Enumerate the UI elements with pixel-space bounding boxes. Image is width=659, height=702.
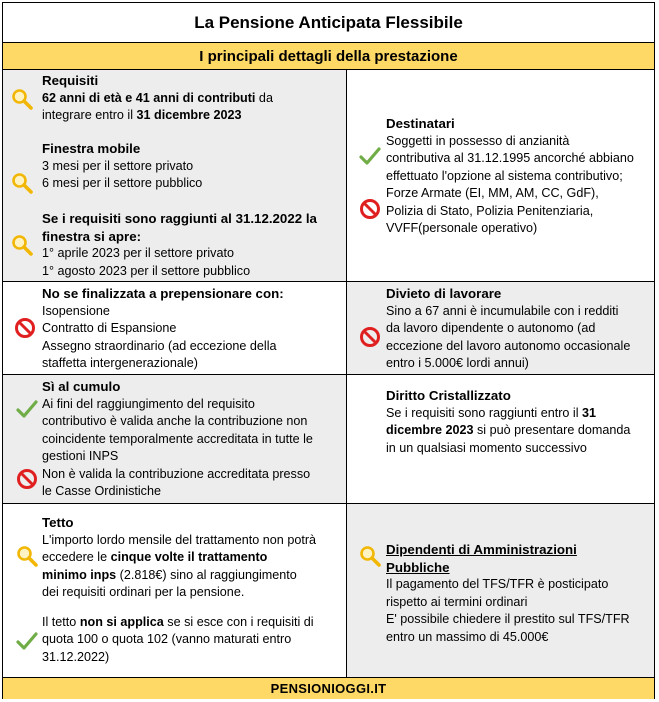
- diritto-date: dicembre 2023: [386, 423, 474, 437]
- dipendenti-line: entro un massimo di 45.000€: [386, 629, 549, 644]
- cell-no-prepensionare: [3, 282, 347, 375]
- destinatari-line: contributiva al 31.12.1995 ancorché abbiano: [386, 151, 634, 165]
- page-title: La Pensione Anticipata Flessibile: [3, 3, 654, 43]
- check-icon: [15, 397, 39, 421]
- tetto-block: [42, 514, 316, 666]
- magnifier-icon: [15, 544, 39, 568]
- destinatari-block: [386, 115, 634, 238]
- diritto-date: 31: [582, 405, 597, 420]
- se-requisiti-heading: Se i requisiti sono raggiunti al 31.12.2022 la: [42, 211, 317, 226]
- tetto-line: dei requisiti ordinari per la pensione.: [42, 585, 245, 599]
- no-prepensionare-block: [42, 285, 284, 373]
- cell-requisiti: [3, 70, 347, 282]
- divieto-heading: Divieto di lavorare: [386, 286, 502, 301]
- dipendenti-heading: Pubbliche: [386, 559, 450, 575]
- cumulo-line: contributivo è valida anche la contribuzione non: [42, 414, 308, 428]
- requisiti-deadline: 31 dicembre 2023: [136, 108, 242, 122]
- cumulo-line: coincidente temporalmente accreditata in tutte le: [42, 431, 313, 446]
- destinatari-line: Polizia di Stato, Polizia Penitenziaria,: [386, 203, 594, 218]
- dipendenti-block: [386, 541, 630, 646]
- se-requisiti-heading: finestra si apre:: [42, 228, 142, 244]
- divieto-block: [386, 285, 630, 373]
- diritto-text: in un qualsiasi momento successivo: [386, 440, 587, 455]
- cumulo-line: Ai fini del raggiungimento del requisito: [42, 396, 255, 411]
- no-prepensionare-line: staffetta intergenerazionale): [42, 356, 198, 370]
- divieto-line: da lavoro dipendente o autonomo (ad: [386, 321, 596, 335]
- prohibited-icon: [15, 467, 39, 491]
- tetto-emphasis: cinque volte il trattamento: [110, 550, 268, 564]
- cell-cumulo: [3, 375, 347, 504]
- requisiti-text: integrare entro il: [42, 108, 137, 122]
- diritto-text: Se i requisiti sono raggiunti entro il: [386, 405, 583, 420]
- dipendenti-line: E' possibile chiedere il prestito sul TFS/TFR: [386, 612, 630, 626]
- tetto-line: quota 100 o quota 102 (vanno maturati entro: [42, 632, 292, 646]
- se-requisiti-block: [42, 210, 317, 280]
- magnifier-icon: [10, 171, 34, 195]
- no-prepensionare-line: Contratto di Espansione: [42, 321, 177, 335]
- tetto-line: 31.12.2022): [42, 649, 110, 664]
- destinatari-line: VVFF(personale operativo): [386, 221, 538, 235]
- tetto-text: (2.818€) sino al raggiungimento: [116, 567, 297, 582]
- requisiti-text: da: [255, 90, 273, 105]
- tetto-text: Il tetto: [42, 614, 80, 629]
- no-prepensionare-heading: No se finalizzata a prepensionare con:: [42, 286, 284, 301]
- tetto-emphasis: non si applica: [79, 614, 164, 629]
- se-requisiti-line: 1° aprile 2023 per il settore privato: [42, 246, 234, 260]
- finestra-line: 6 mesi per il settore pubblico: [42, 176, 203, 190]
- no-prepensionare-line: Isopensione: [42, 303, 110, 318]
- dipendenti-heading: Dipendenti di Amministrazioni: [386, 542, 577, 557]
- section-subtitle: I principali dettagli della prestazione: [3, 43, 654, 70]
- destinatari-line: Soggetti in possesso di anzianità: [386, 133, 570, 148]
- magnifier-icon: [358, 544, 382, 568]
- requisiti-age: 62 anni di età e 41 anni di contributi: [42, 90, 256, 105]
- divieto-line: eccezione del lavoro autonomo occasionale: [386, 338, 631, 353]
- cell-divieto: [347, 282, 654, 375]
- diritto-block: [386, 387, 630, 457]
- check-icon: [15, 629, 39, 653]
- dipendenti-line: Il pagamento del TFS/TFR è posticipato: [386, 577, 609, 591]
- prohibited-icon: [358, 197, 382, 221]
- divieto-line: Sino a 67 anni è incumulabile con i redditi: [386, 303, 619, 318]
- destinatari-heading: Destinatari: [386, 116, 455, 131]
- no-prepensionare-line: Assegno straordinario (ad eccezione della: [42, 338, 277, 353]
- cell-diritto: [347, 375, 654, 504]
- check-icon: [358, 144, 382, 168]
- tetto-emphasis: minimo inps: [42, 567, 117, 582]
- cumulo-line: le Casse Ordinistiche: [42, 484, 161, 498]
- tetto-heading: Tetto: [42, 515, 74, 530]
- destinatari-line: Forze Armate (EI, MM, AM, CC, GdF),: [386, 186, 599, 200]
- dipendenti-line: rispetto ai termini ordinari: [386, 594, 528, 609]
- se-requisiti-line: 1° agosto 2023 per il settore pubblico: [42, 263, 251, 278]
- magnifier-icon: [10, 87, 34, 111]
- divieto-line: entro i 5.000€ lordi annui): [386, 356, 529, 370]
- requisiti-heading: Requisiti: [42, 73, 99, 88]
- destinatari-line: effettuato l'opzione al sistema contributivo;: [386, 168, 623, 183]
- cumulo-heading: Sì al cumulo: [42, 379, 121, 394]
- finestra-line: 3 mesi per il settore privato: [42, 158, 194, 173]
- tetto-line: L'importo lordo mensile del trattamento non potrà: [42, 532, 317, 547]
- tetto-text: se si esce con i requisiti di: [163, 614, 314, 629]
- cell-destinatari: [347, 70, 654, 282]
- prohibited-icon: [13, 316, 37, 340]
- magnifier-icon: [10, 233, 34, 257]
- cumulo-block: [42, 378, 313, 501]
- prohibited-icon: [358, 325, 382, 349]
- diritto-heading: Diritto Cristallizzato: [386, 388, 511, 403]
- finestra-heading: Finestra mobile: [42, 141, 141, 156]
- diritto-text: si può presentare domanda: [473, 423, 631, 437]
- cell-tetto: [3, 504, 347, 677]
- requisiti-block: [42, 72, 273, 125]
- cell-dipendenti: [347, 504, 654, 677]
- cumulo-line: gestioni INPS: [42, 449, 119, 463]
- footer-brand: PENSIONIOGGI.IT: [3, 677, 654, 699]
- info-table: [2, 2, 655, 699]
- cumulo-line: Non è valida la contribuzione accreditata presso: [42, 466, 311, 481]
- tetto-text: eccedere le: [42, 550, 111, 564]
- finestra-block: [42, 140, 202, 193]
